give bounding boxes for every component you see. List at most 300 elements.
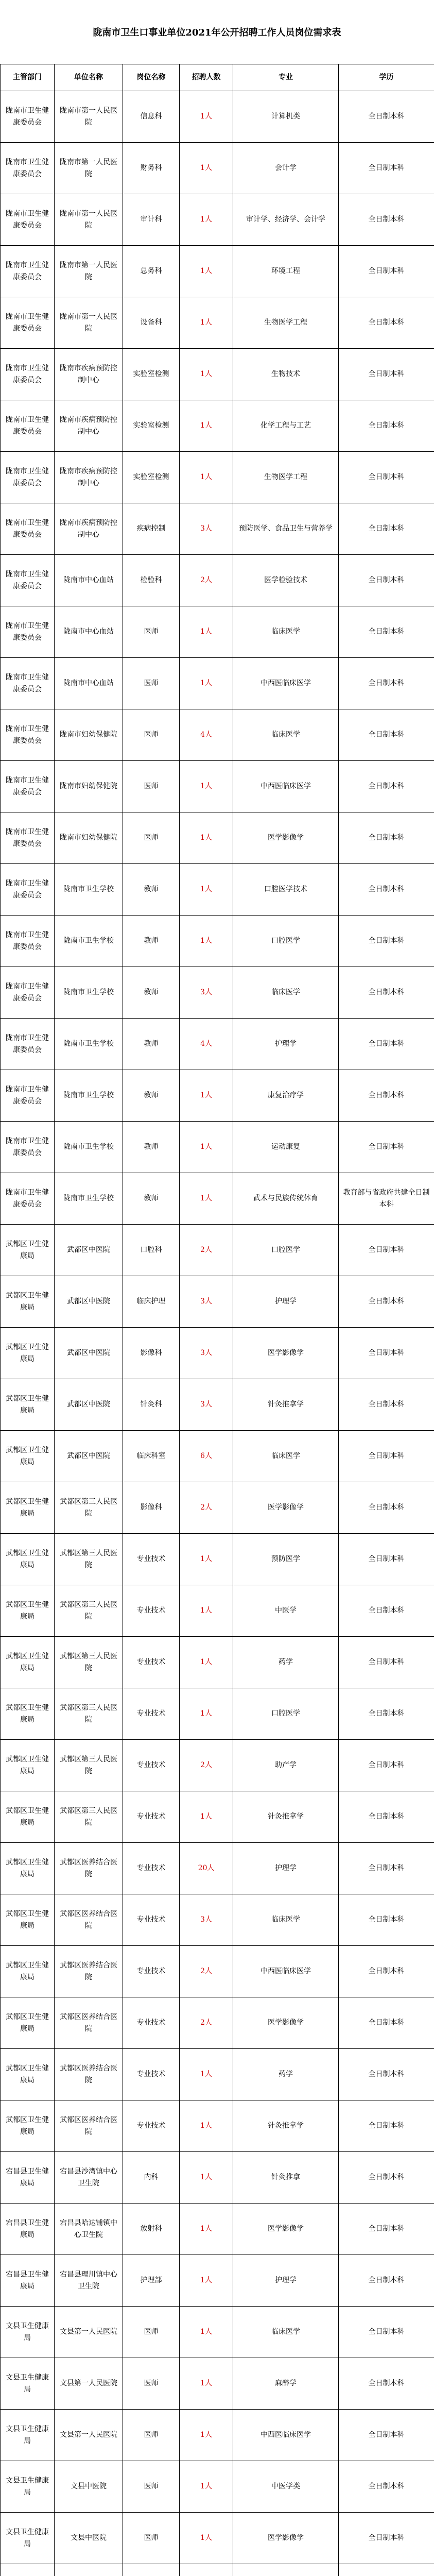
cell-position: 医师 [123,658,180,709]
cell-education: 全日制本科 [339,1740,434,1791]
cell-position: 医师 [123,709,180,761]
cell-department: 陇南市卫生健康委员会 [1,761,55,812]
cell-position: 影像科 [123,1328,180,1379]
cell-education: 全日制本科 [339,194,434,246]
cell-department: 陇南市卫生健康委员会 [1,812,55,864]
table-row [1,1019,434,1070]
cell-count: 2人 [180,1946,233,1997]
cell-education: 全日制本科 [339,503,434,555]
cell-major: 化学工程与工艺 [233,400,339,452]
cell-department: 宕昌县卫生健康局 [1,2255,55,2307]
cell-department: 陇南市卫生健康委员会 [1,297,55,349]
cell-unit: 陇南市卫生学校 [55,1122,123,1173]
cell-position: 教师 [123,1019,180,1070]
cell-education: 全日制本科 [339,1534,434,1585]
cell-position: 实验室检测 [123,400,180,452]
cell-education: 全日制本科 [339,2152,434,2204]
cell-position: 医师 [123,606,180,658]
cell-count: 1人 [180,400,233,452]
cell-unit: 武都区医养结合医院 [55,1843,123,1894]
cell-position: 口腔科 [123,1225,180,1276]
header-count: 招聘人数 [180,64,233,91]
cell-major: 护理学 [233,1843,339,1894]
table-row [1,555,434,606]
cell-position: 财务科 [123,143,180,194]
cell-education: 全日制本科 [339,143,434,194]
cell-count: 1人 [180,1637,233,1688]
cell-department: 武都区卫生健康局 [1,1482,55,1534]
cell-department: 武都区卫生健康局 [1,1740,55,1791]
cell-unit: 文县第一人民医院 [55,2358,123,2410]
cell-major: 中西医临床医学 [233,761,339,812]
cell-position: 专业技术 [123,1688,180,1740]
cell-department: 武都区卫生健康局 [1,1379,55,1431]
cell-department: 武都区卫生健康局 [1,2100,55,2152]
cell-education: 全日制本科 [339,1791,434,1843]
cell-count: 1人 [180,349,233,400]
cell-department: 武都区卫生健康局 [1,2049,55,2100]
cell-department: 文县卫生健康局 [1,2307,55,2358]
cell-education: 全日制本科 [339,2358,434,2410]
cell-department: 陇南市卫生健康委员会 [1,1070,55,1122]
cell-position: 专业技术 [123,1997,180,2049]
cell-position: 医师 [123,2461,180,2513]
cell-department: 武都区卫生健康局 [1,1534,55,1585]
cell-major: 中西医临床医学 [233,658,339,709]
cell-education: 全日制本科 [339,555,434,606]
cell-unit: 宕昌县理川镇中心卫生院 [55,2255,123,2307]
cell-position: 专业技术 [123,1740,180,1791]
table-row [1,400,434,452]
cell-position: 护理部 [123,2255,180,2307]
cell-unit: 陇南市妇幼保健院 [55,761,123,812]
table-row [1,1740,434,1791]
cell-education: 全日制本科 [339,864,434,916]
table-row [1,1225,434,1276]
cell-department: 武都区卫生健康局 [1,1431,55,1482]
table-row [1,1276,434,1328]
cell-education: 全日制本科 [339,2410,434,2461]
cell-department: 宕昌县卫生健康局 [1,2204,55,2255]
cell-unit: 陇南市第一人民医院 [55,194,123,246]
cell-unit: 武都区医养结合医院 [55,1894,123,1946]
cell-unit: 宕昌县哈达铺镇中心卫生院 [55,2204,123,2255]
cell-department: 陇南市卫生健康委员会 [1,967,55,1019]
cell-position: 专业技术 [123,2100,180,2152]
cell-major: 临床医学 [233,1894,339,1946]
cell-unit: 陇南市疾病预防控制中心 [55,452,123,503]
cell-position: 审计科 [123,194,180,246]
cell-major: 医学影像学 [233,1482,339,1534]
cell-major: 护理学 [233,1276,339,1328]
cell-education: 全日制本科 [339,2049,434,2100]
table-row [1,2307,434,2358]
table-row [1,2513,434,2564]
cell-major: 临床医学 [233,709,339,761]
table-row [1,2410,434,2461]
cell-count: 3人 [180,503,233,555]
cell-unit: 宕昌县沙湾镇中心卫生院 [55,2152,123,2204]
cell-education: 全日制本科 [339,1482,434,1534]
cell-major: 麻醉学 [233,2358,339,2410]
table-row [1,297,434,349]
table-row [1,1173,434,1225]
cell-major: 针灸推拿学 [233,1379,339,1431]
cell-major: 口腔医学技术 [233,864,339,916]
header-department: 主管部门 [1,64,55,91]
cell-education: 全日制本科 [339,916,434,967]
cell-department: 陇南市卫生健康委员会 [1,916,55,967]
cell-count: 1人 [180,658,233,709]
cell-unit: 武都区第三人民医院 [55,1534,123,1585]
cell-education: 全日制本科 [339,349,434,400]
cell-count: 1人 [180,2255,233,2307]
cell-major: 医学影像学 [233,2513,339,2564]
table-row [1,349,434,400]
cell-unit: 武都区中医院 [55,1276,123,1328]
cell-department: 陇南市卫生健康委员会 [1,91,55,143]
cell-count: 1人 [180,916,233,967]
cell-education: 全日制本科 [339,1431,434,1482]
cell-count: 1人 [180,2358,233,2410]
cell-count: 1人 [180,761,233,812]
table-row [1,2049,434,2100]
cell-unit [55,2564,123,2576]
cell-unit: 陇南市妇幼保健院 [55,709,123,761]
recruitment-table [0,64,434,2576]
cell-major [233,2564,339,2576]
cell-education: 全日制本科 [339,1379,434,1431]
cell-unit: 武都区医养结合医院 [55,2049,123,2100]
cell-education: 全日制本科 [339,2513,434,2564]
table-row [1,1431,434,1482]
cell-position: 专业技术 [123,1534,180,1585]
cell-count: 2人 [180,1997,233,2049]
table-row [1,1534,434,1585]
cell-position: 专业技术 [123,2049,180,2100]
table-row [1,2100,434,2152]
cell-unit: 陇南市第一人民医院 [55,246,123,297]
cell-major: 生物医学工程 [233,452,339,503]
cell-count: 4人 [180,709,233,761]
cell-unit: 武都区中医院 [55,1379,123,1431]
cell-unit: 陇南市疾病预防控制中心 [55,349,123,400]
cell-position: 医师 [123,761,180,812]
table-row [1,916,434,967]
cell-position: 医师 [123,2410,180,2461]
cell-position: 针灸科 [123,1379,180,1431]
cell-count: 1人 [180,297,233,349]
cell-department: 陇南市卫生健康委员会 [1,1019,55,1070]
cell-department: 陇南市卫生健康委员会 [1,709,55,761]
cell-count: 1人 [180,1585,233,1637]
cell-major: 护理学 [233,1019,339,1070]
table-row [1,2152,434,2204]
cell-major: 中医学类 [233,2461,339,2513]
cell-unit: 文县第一人民医院 [55,2307,123,2358]
cell-major: 临床医学 [233,2307,339,2358]
header-unit: 单位名称 [55,64,123,91]
cell-position: 实验室检测 [123,349,180,400]
cell-position: 医师 [123,2358,180,2410]
cell-position [123,2564,180,2576]
cell-position: 疾病控制 [123,503,180,555]
cell-major: 中医学 [233,1585,339,1637]
table-row [1,2564,434,2576]
cell-major: 临床医学 [233,967,339,1019]
table-row [1,452,434,503]
cell-unit: 武都区中医院 [55,1431,123,1482]
cell-major: 审计学、经济学、会计学 [233,194,339,246]
header-position: 岗位名称 [123,64,180,91]
cell-major: 助产学 [233,1740,339,1791]
table-row [1,1688,434,1740]
cell-position: 专业技术 [123,1791,180,1843]
cell-unit: 陇南市妇幼保健院 [55,812,123,864]
table-row [1,761,434,812]
cell-position: 影像科 [123,1482,180,1534]
cell-unit: 文县中医院 [55,2461,123,2513]
cell-education: 全日制本科 [339,1225,434,1276]
cell-count: 1人 [180,143,233,194]
cell-unit: 陇南市疾病预防控制中心 [55,503,123,555]
cell-count: 1人 [180,2461,233,2513]
table-row [1,864,434,916]
cell-unit: 武都区第三人民医院 [55,1740,123,1791]
cell-unit: 陇南市卫生学校 [55,864,123,916]
table-row [1,143,434,194]
cell-major: 中西医临床医学 [233,1946,339,1997]
cell-unit: 武都区医养结合医院 [55,2100,123,2152]
cell-education: 全日制本科 [339,1585,434,1637]
cell-count: 3人 [180,1379,233,1431]
cell-major: 医学影像学 [233,2204,339,2255]
cell-count: 20人 [180,1843,233,1894]
cell-education: 教育部与省政府共建全日制本科 [339,1173,434,1225]
cell-department: 陇南市卫生健康委员会 [1,864,55,916]
cell-department: 陇南市卫生健康委员会 [1,246,55,297]
cell-education: 全日制本科 [339,709,434,761]
cell-education: 全日制本科 [339,400,434,452]
cell-major: 生物技术 [233,349,339,400]
table-row [1,1379,434,1431]
cell-department: 陇南市卫生健康委员会 [1,452,55,503]
table-row [1,1791,434,1843]
cell-position: 专业技术 [123,1637,180,1688]
cell-education: 全日制本科 [339,2100,434,2152]
cell-major: 针灸推拿学 [233,2100,339,2152]
cell-education: 全日制本科 [339,2461,434,2513]
cell-major: 中西医临床医学 [233,2410,339,2461]
cell-count: 2人 [180,555,233,606]
cell-count: 1人 [180,864,233,916]
cell-education: 全日制本科 [339,812,434,864]
cell-count: 1人 [180,2204,233,2255]
cell-education: 全日制本科 [339,2307,434,2358]
cell-major: 医学影像学 [233,1997,339,2049]
cell-education: 全日制本科 [339,967,434,1019]
cell-department: 陇南市卫生健康委员会 [1,400,55,452]
cell-major: 生物医学工程 [233,297,339,349]
cell-count: 6人 [180,1431,233,1482]
table-row [1,709,434,761]
cell-position: 专业技术 [123,1894,180,1946]
cell-position: 医师 [123,2307,180,2358]
cell-position: 内科 [123,2152,180,2204]
table-row [1,2358,434,2410]
cell-position: 医师 [123,2513,180,2564]
cell-education: 全日制本科 [339,1688,434,1740]
cell-position: 教师 [123,967,180,1019]
cell-unit: 陇南市第一人民医院 [55,143,123,194]
cell-department: 文县卫生健康局 [1,2461,55,2513]
table-row [1,246,434,297]
cell-count: 1人 [180,2152,233,2204]
cell-unit: 武都区医养结合医院 [55,1997,123,2049]
cell-count: 2人 [180,1225,233,1276]
table-row [1,91,434,143]
table-row [1,967,434,1019]
table-row [1,503,434,555]
cell-position: 专业技术 [123,1843,180,1894]
cell-department: 武都区卫生健康局 [1,1328,55,1379]
cell-unit: 武都区第三人民医院 [55,1637,123,1688]
cell-education: 全日制本科 [339,1019,434,1070]
cell-department: 文县卫生健康局 [1,2358,55,2410]
cell-unit: 武都区中医院 [55,1328,123,1379]
cell-unit: 武都区医养结合医院 [55,1946,123,1997]
cell-major: 临床医学 [233,1431,339,1482]
cell-education: 全日制本科 [339,1637,434,1688]
cell-position: 教师 [123,1173,180,1225]
cell-department: 文县卫生健康局 [1,2513,55,2564]
cell-count: 3人 [180,1276,233,1328]
cell-major: 医学影像学 [233,1328,339,1379]
cell-education: 全日制本科 [339,1843,434,1894]
cell-education: 全日制本科 [339,1276,434,1328]
cell-count: 1人 [180,246,233,297]
cell-education: 全日制本科 [339,91,434,143]
cell-count: 1人 [180,1122,233,1173]
cell-unit: 陇南市中心血站 [55,606,123,658]
cell-department: 文县卫生健康局 [1,2410,55,2461]
cell-education: 全日制本科 [339,1997,434,2049]
table-row [1,1997,434,2049]
cell-education: 全日制本科 [339,1894,434,1946]
table-row [1,1328,434,1379]
cell-count: 1人 [180,1791,233,1843]
cell-department: 武都区卫生健康局 [1,1894,55,1946]
cell-position: 教师 [123,1070,180,1122]
table-row [1,1122,434,1173]
cell-education: 全日制本科 [339,606,434,658]
cell-unit: 武都区第三人民医院 [55,1688,123,1740]
cell-unit: 陇南市中心血站 [55,555,123,606]
table-body [1,91,434,2576]
cell-department: 武都区卫生健康局 [1,1997,55,2049]
cell-count: 2人 [180,1482,233,1534]
cell-unit: 陇南市卫生学校 [55,1019,123,1070]
cell-department: 陇南市卫生健康委员会 [1,1173,55,1225]
table-row [1,658,434,709]
table-row [1,812,434,864]
cell-count: 1人 [180,1173,233,1225]
cell-count: 1人 [180,194,233,246]
cell-major: 康复治疗学 [233,1070,339,1122]
cell-count [180,2564,233,2576]
cell-count: 1人 [180,2307,233,2358]
cell-count: 1人 [180,1070,233,1122]
cell-count: 3人 [180,1894,233,1946]
cell-count: 1人 [180,2100,233,2152]
cell-major: 口腔医学 [233,1225,339,1276]
cell-major: 临床医学 [233,606,339,658]
cell-unit: 陇南市第一人民医院 [55,297,123,349]
table-row [1,2255,434,2307]
cell-position: 专业技术 [123,1946,180,1997]
cell-department: 陇南市卫生健康委员会 [1,143,55,194]
table-row [1,1637,434,1688]
cell-department: 陇南市卫生健康委员会 [1,1122,55,1173]
cell-department: 武都区卫生健康局 [1,1585,55,1637]
cell-education: 全日制本科 [339,297,434,349]
header-row [1,64,434,91]
cell-major: 医学检验技术 [233,555,339,606]
cell-count: 1人 [180,91,233,143]
cell-department [1,2564,55,2576]
cell-major: 计算机类 [233,91,339,143]
table-row [1,1894,434,1946]
cell-position: 专业技术 [123,1585,180,1637]
cell-major: 护理学 [233,2255,339,2307]
cell-department: 陇南市卫生健康委员会 [1,606,55,658]
cell-position: 设备科 [123,297,180,349]
cell-education: 全日制本科 [339,761,434,812]
cell-position: 总务科 [123,246,180,297]
cell-major: 环境工程 [233,246,339,297]
header-education: 学历 [339,64,434,91]
cell-unit: 武都区第三人民医院 [55,1482,123,1534]
cell-department: 武都区卫生健康局 [1,1225,55,1276]
cell-education: 全日制本科 [339,1946,434,1997]
cell-major: 会计学 [233,143,339,194]
cell-department: 武都区卫生健康局 [1,1688,55,1740]
cell-unit: 武都区第三人民医院 [55,1585,123,1637]
table-row [1,606,434,658]
cell-unit: 文县第一人民医院 [55,2410,123,2461]
table-row [1,194,434,246]
cell-education: 全日制本科 [339,658,434,709]
cell-major: 武术与民族传统体育 [233,1173,339,1225]
cell-count: 1人 [180,606,233,658]
cell-major: 针灸推拿学 [233,1791,339,1843]
cell-major: 药学 [233,1637,339,1688]
cell-position: 检验科 [123,555,180,606]
cell-position: 临床护理 [123,1276,180,1328]
cell-unit: 文县中医院 [55,2513,123,2564]
table-row [1,1482,434,1534]
cell-count: 3人 [180,967,233,1019]
cell-major: 医学影像学 [233,812,339,864]
cell-major: 预防医学、食品卫生与营养学 [233,503,339,555]
cell-count: 4人 [180,1019,233,1070]
cell-unit: 陇南市卫生学校 [55,1173,123,1225]
cell-major: 运动康复 [233,1122,339,1173]
cell-count: 1人 [180,1688,233,1740]
cell-education [339,2564,434,2576]
cell-department: 宕昌县卫生健康局 [1,2152,55,2204]
cell-department: 武都区卫生健康局 [1,1946,55,1997]
